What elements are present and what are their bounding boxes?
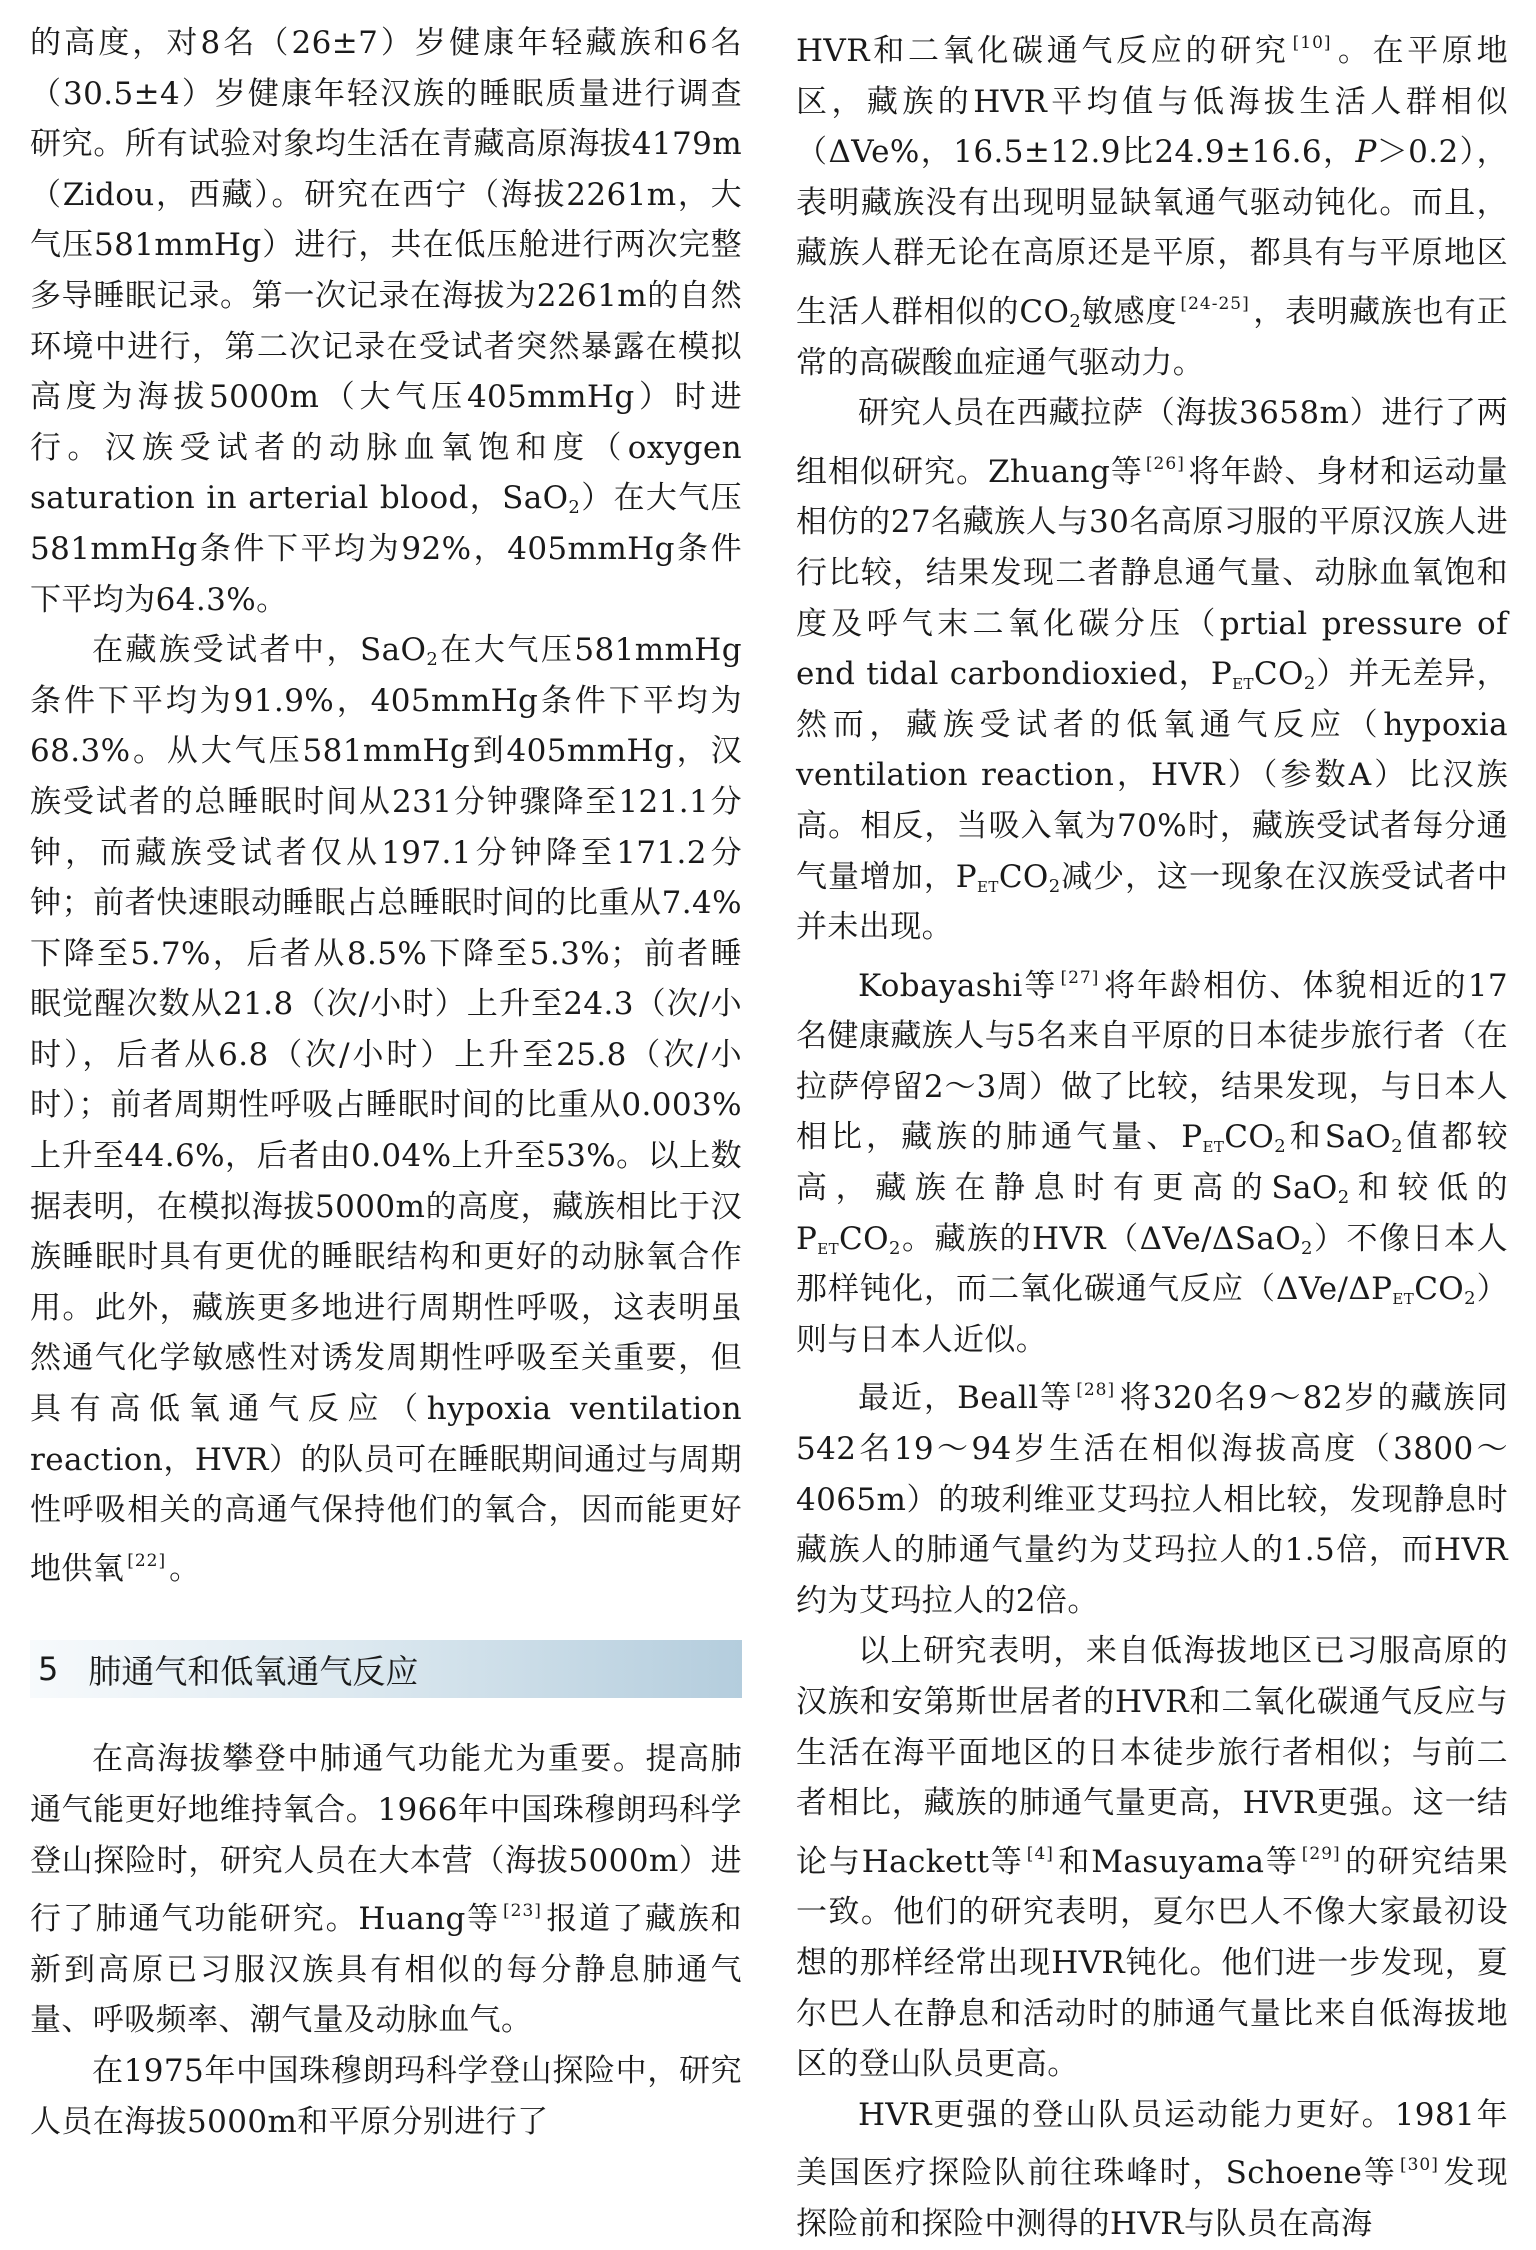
citation-29[interactable]: [29]	[1301, 1843, 1341, 1864]
paragraph-lhasa-study: 研究人员在西藏拉萨（海拔3658m）进行了两组相似研究。Zhuang等 [26]将年龄、身材和运动量相仿的27名藏族人与30名高原习服的平原汉族人进行比较，结果发现二者静息通气量、动脉血氧饱和度及呼气末二氧化碳分压（prtial pressure of end tidal carbondioxied，$P_{ET}CO_2$）并无差异，然而，藏族受试者的低氧通气反应（hypoxia ventilation reaction，HVR）（参数A）比汉族高。相反，当吸入氧为70%时，藏族受试者每分通气量增加，$P_{ET}CO_2$减少，这一现象在汉族受试者中并未出现。	[796, 395, 1508, 946]
citation-23[interactable]: [23]	[503, 1901, 542, 1922]
section-heading-5	[30, 1640, 742, 1698]
paragraph-tibetan-sleep-results: 在藏族受试者中，SaO$_2$在大气压581mmHg条件下平均为91.9%，405mmHg条件下平均为68.3%。从大气压581mmHg到405mmHg，汉族受试者的总睡眠时间从231分钟骤降至121.1分钟，而藏族受试者仅从197.1分钟降至171.2分钟；前者快速眼动睡眠占总睡眠时间的比重从7.4%下降至5.7%，后者从8.5%下降至5.3%；前者睡眠觉醒次数从21.8（次/小时）上升至24.3（次/小时），后者从6.8（次/小时）上升至25.8（次/小时）；前者周期性呼吸占睡眠时间的比重从0.003%上升至44.6%，后者由0.04%上升至53%。以上数据表明，在模拟海拔5000m的高度，藏族相比于汉族睡眠时具有更优的睡眠结构和更好的动脉氧合作用。此外，藏族更多地进行周期性呼吸，这表明虽然通气化学敏感性对诱发周期性呼吸至关重要，但具有高低氧通气反应（hypoxia ventilation reaction，HVR）的队员可在睡眠期间通过与周期性呼吸相关的高通气保持他们的氧合，因而能更好地供氧 [22]。	[30, 632, 742, 1587]
citation-10[interactable]: [10]	[1292, 33, 1332, 53]
paragraph-hvr-co2: HVR和二氧化碳通气反应的研究 [10]。在平原地区，藏族的HVR平均值与低海拔生活人群相似（ΔVe%，16.5±12.9比24.9±16.6，P＞0.2），表明藏族没有出现明显缺氧通气驱动钝化。而且，藏族人群无论在高原还是平原，都具有与平原地区生活人群相似的$CO_2$敏感度 [24-25]，表明藏族也有正常的高碳酸血症通气驱动力。	[796, 33, 1509, 381]
left-column	[30, 18, 742, 2147]
citation-24-25[interactable]: [24-25]	[1180, 293, 1250, 314]
citation-28[interactable]: [28]	[1076, 1380, 1116, 1401]
paragraph-kobayashi: Kobayashi等 [27]将年龄相仿、体貌相近的17名健康藏族人与5名来自平原的日本徒步旅行者（在拉萨停留2～3周）做了比较，结果发现，与日本人相比，藏族的肺通气量、$P_{ET}CO_2$和SaO$_2$值都较高，藏族在静息时有更高的SaO$_2$和较低的$P_{ET}CO_2$。藏族的HVR（ΔVe/ΔSaO$_2$）不像日本人那样钝化，而二氧化碳通气反应$(\Delta Ve/\Delta P_{ET}CO_2)$则与日本人近似。	[796, 967, 1508, 1358]
citation-26[interactable]: [26]	[1145, 453, 1185, 474]
paragraph-pulmonary-ventilation: 在高海拔攀登中肺通气功能尤为重要。提高肺通气能更好地维持氧合。1966年中国珠穆朗玛科学登山探险时，研究人员在大本营（海拔5000m）进行了肺通气功能研究。Huang等 [23]报道了藏族和新到高原已习服汉族具有相似的每分静息肺通气量、呼吸频率、潮气量及动脉血气。	[30, 1741, 742, 2039]
right-column	[796, 18, 1508, 2250]
paragraph-1975-expedition: 在1975年中国珠穆朗玛科学登山探险中，研究人员在海拔5000m和平原分别进行了	[30, 2052, 742, 2140]
paragraph-sleep-study: 的高度，对8名（26±7）岁健康年轻藏族和6名（30.5±4）岁健康年轻汉族的睡眠质量进行调查研究。所有试验对象均生活在青藏高原海拔4179m（Zidou，西藏）。研究在西宁（海拔2261m，大气压581mmHg）进行，共在低压舱进行两次完整多导睡眠记录。第一次记录在海拔为2261m的自然环境中进行，第二次记录在受试者突然暴露在模拟高度为海拔5000m（大气压405mmHg）时进行。汉族受试者的动脉血氧饱和度（oxygen saturation in arterial blood，SaO$_2$）在大气压581mmHg条件下平均为92%，405mmHg条件下平均为64.3%。	[30, 25, 743, 618]
paragraph-beall: 最近，Beall等 [28]将320名9～82岁的藏族同542名19～94岁生活在相似海拔高度（3800～4065m）的玻利维亚艾玛拉人相比较，发现静息时藏族人的肺通气量约为艾玛拉人的1.5倍，而HVR约为艾玛拉人的2倍。	[796, 1380, 1508, 1619]
citation-4[interactable]: [4]	[1026, 1843, 1054, 1864]
citation-22[interactable]: [22]	[127, 1550, 167, 1571]
citation-30[interactable]: [30]	[1399, 2155, 1439, 2176]
section-number: 5	[38, 1650, 59, 1689]
section-title: 肺通气和低氧通气反应	[88, 1651, 419, 1691]
paragraph-summary: 以上研究表明，来自低海拔地区已习服高原的汉族和安第斯世居者的HVR和二氧化碳通气反应与生活在海平面地区的日本徒步旅行者相似；与前二者相比，藏族的肺通气量更高，HVR更强。这一结论与Hackett等 [4]和Masuyama等 [29]的研究结果一致。他们的研究表明，夏尔巴人不像大家最初设想的那样经常出现HVR钝化。他们进一步发现，夏尔巴人在静息和活动时的肺通气量比来自低海拔地区的登山队员更高。	[796, 1633, 1508, 2083]
citation-27[interactable]: [27]	[1060, 967, 1100, 988]
paragraph-1981-expedition: HVR更强的登山队员运动能力更好。1981年美国医疗探险队前往珠峰时，Schoene等 [30]发现探险前和探险中测得的HVR与队员在高海	[796, 2096, 1508, 2242]
